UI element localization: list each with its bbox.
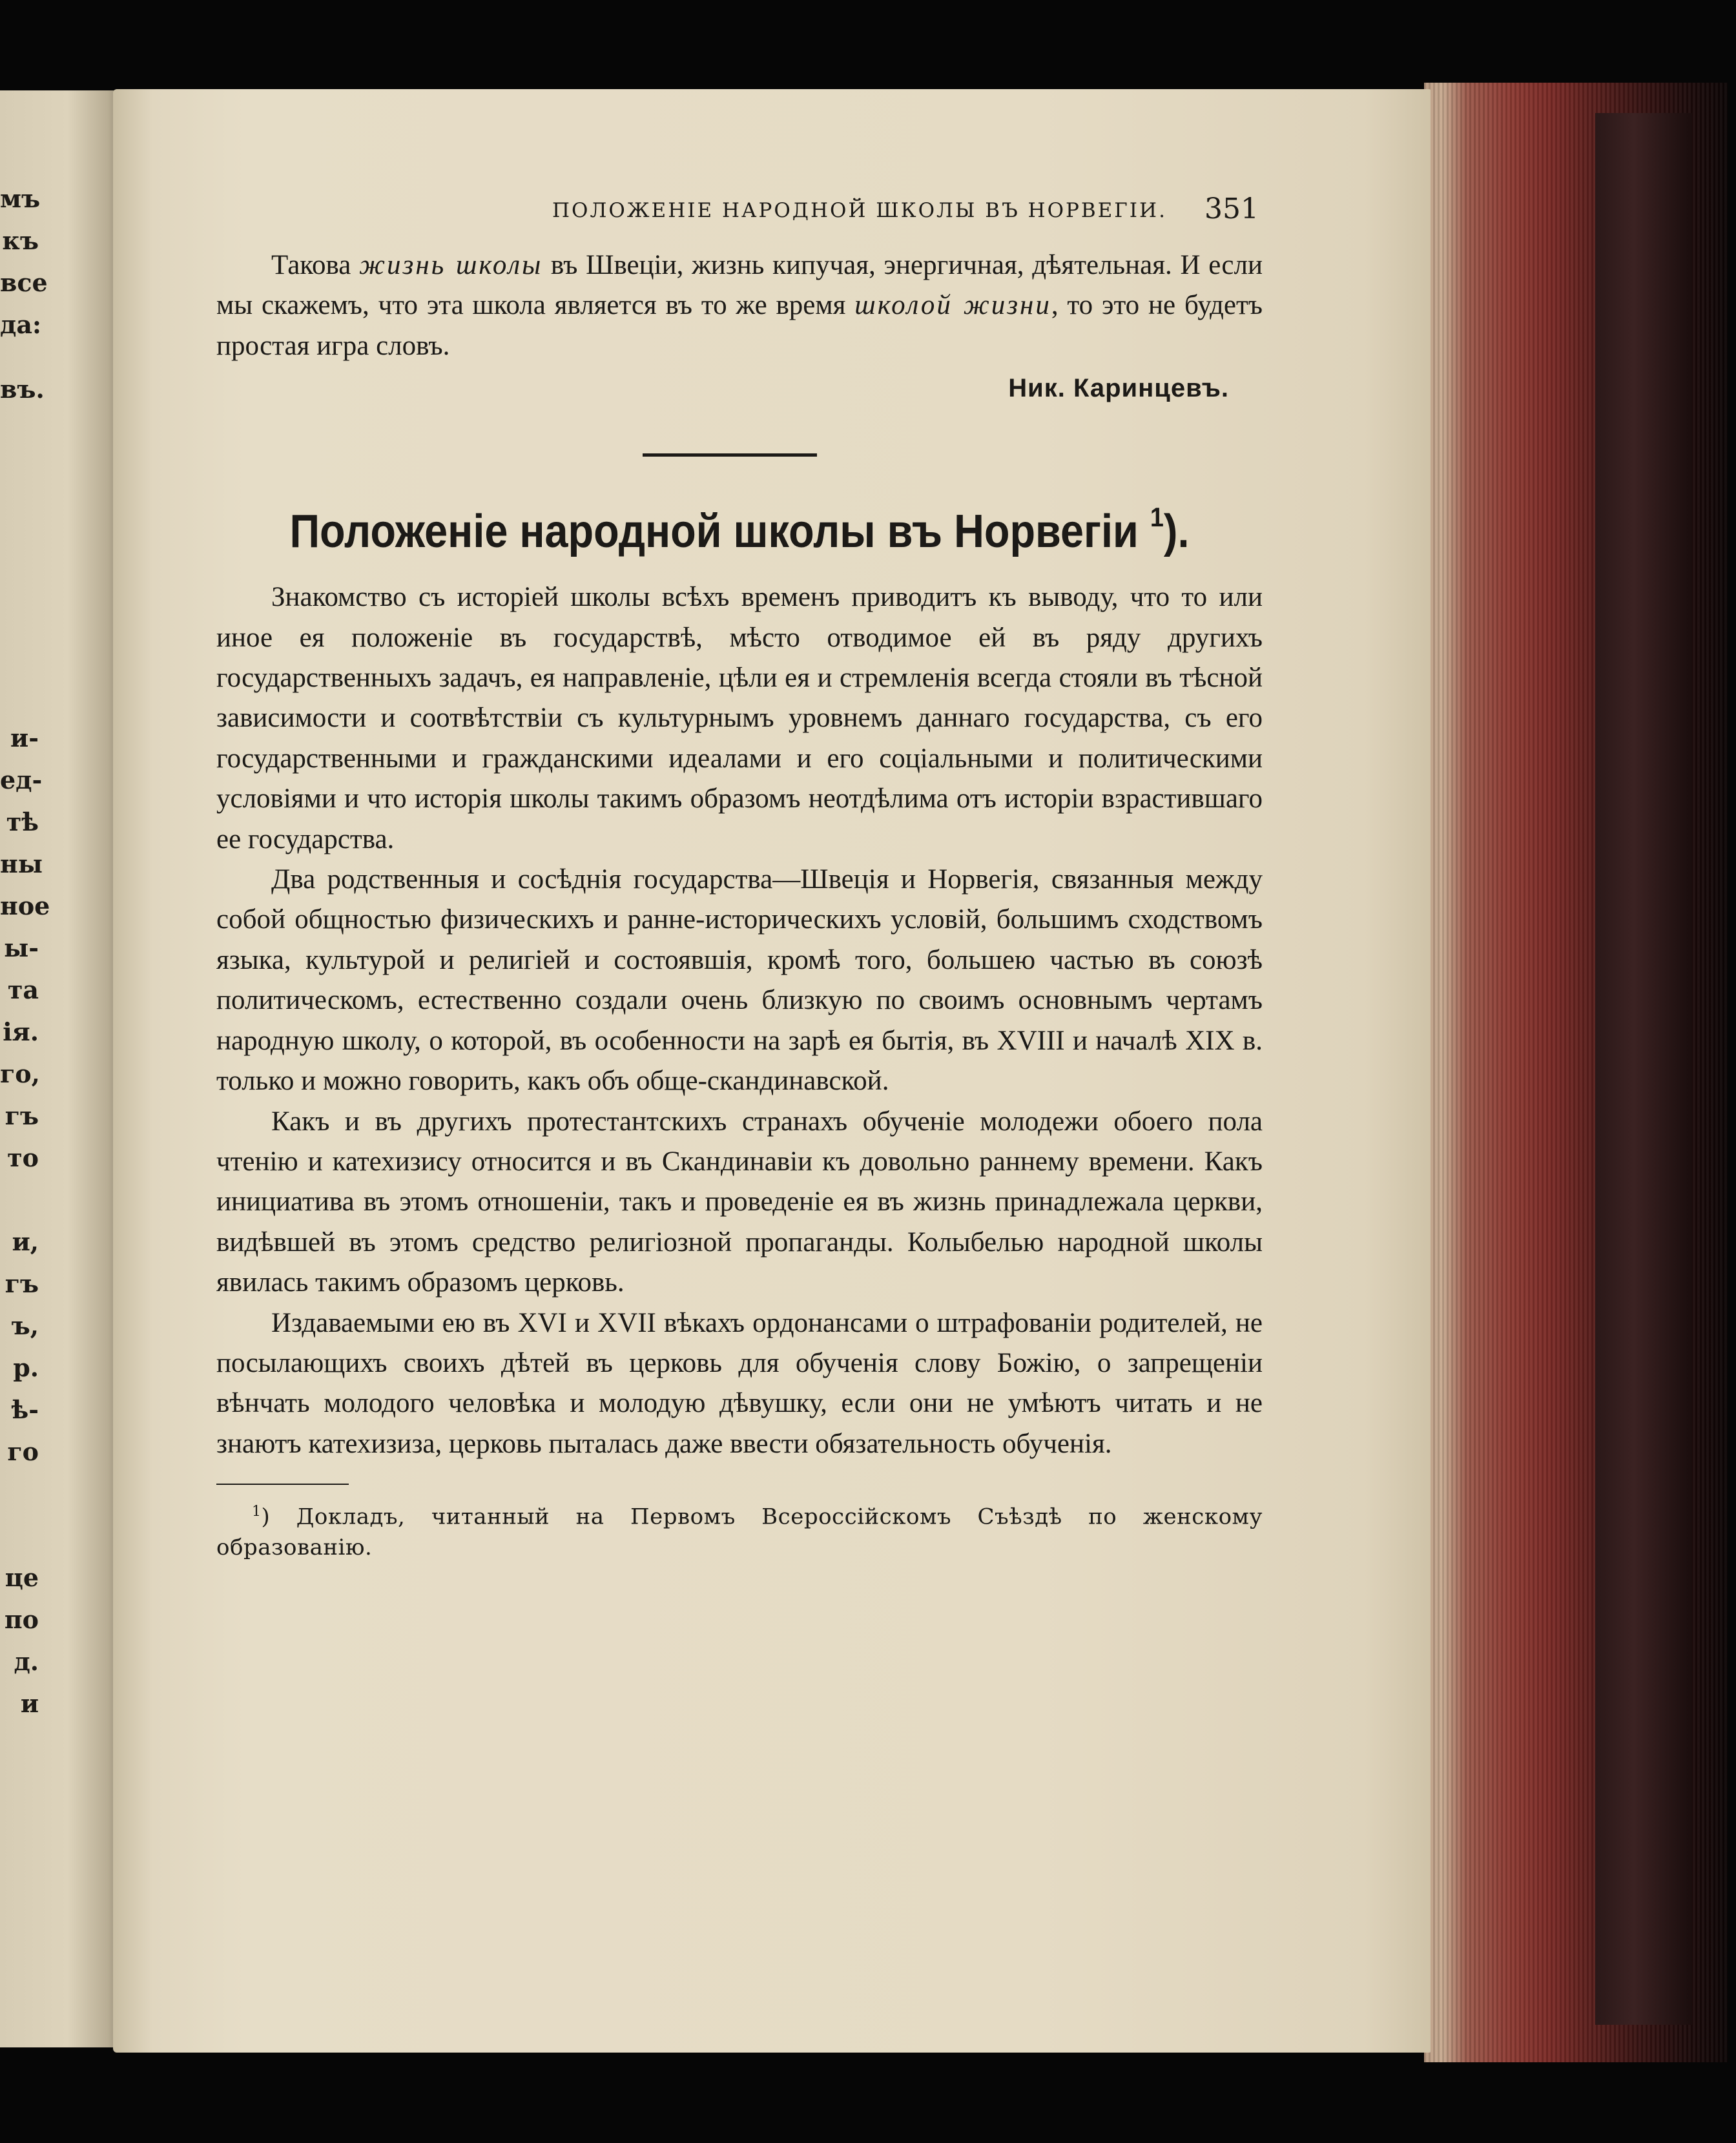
previous-page-fragment: мъ	[0, 184, 41, 213]
text-run: въ Швеціи, жизнь кипучая, энергичная, дѣятельная. И если мы скажемъ, что эта школа является въ то же время	[216, 250, 1263, 321]
previous-page-fragment: д.	[14, 1647, 39, 1676]
article-paragraph: Издаваемыми ею въ XVI и XVII вѣкахъ ордонансами о штрафованіи родителей, не посылающихъ своихъ дѣтей въ церковь для обученія слову Божію, о запрещеніи вѣнчать молодого человѣка и молодую дѣвушку, если они не умѣютъ читать и не знаютъ катехизиза, церковь пыталась даже ввести обязательность обученія.	[216, 1307, 1263, 1459]
previous-page-text-fragments	[0, 90, 50, 2047]
running-header-title: ПОЛОЖЕНІЕ НАРОДНОЙ ШКОЛЫ ВЪ НОРВЕГІИ.	[552, 199, 1167, 222]
previous-page-fragment: то	[7, 1143, 39, 1172]
footnote-text: ) Докладъ, читанный на Первомъ Всероссійскомъ Съѣздѣ по женскому образованію.	[216, 1504, 1263, 1561]
footnote-mark: 1	[252, 1504, 262, 1520]
previous-page-fragment: це	[5, 1563, 39, 1592]
previous-article-closing-paragraph	[216, 245, 1263, 366]
previous-page-fragment: и-	[10, 723, 39, 752]
footnote-divider	[216, 1484, 349, 1485]
previous-page-fragment: тѣ	[6, 807, 39, 836]
previous-page-fragment: да:	[0, 310, 41, 339]
article-title-end: ).	[1163, 506, 1190, 558]
emphasis-text: школой жизни	[854, 290, 1051, 321]
article-paragraph: Два родственныя и сосѣднія государства—Швеція и Норвегія, связанныя между собой общностью физическихъ и ранне-историческихъ условій, большимъ сходствомъ языка, культурой и религіей и состоявшія, кромѣ того, большею частью въ союзѣ политическомъ, естественно создали очень близкую по своимъ основнымъ чертамъ народную школу, о которой, въ особенности на зарѣ ея бытія, въ XVIII и началѣ XIX в. только и можно говорить, какъ объ обще-скандинавской.	[216, 864, 1263, 1097]
article-paragraph: Знакомство съ исторіей школы всѣхъ временъ приводитъ къ выводу, что то или иное ея положеніе въ государствѣ, мѣсто отводимое ей въ ряду другихъ государственныхъ задачъ, ея направленіе, цѣли ея и стремленія всегда стояли въ тѣсной зависимости и соотвѣтствіи съ культурнымъ уровнемъ даннаго государства, съ его государственными и гражданскими идеалами и его соціальными и политическими условіями и что исторія школы такимъ образомъ неотдѣлима отъ исторіи взрастившаго ее государства.	[216, 582, 1263, 854]
previous-page-fragment: р.	[13, 1353, 39, 1382]
article-paragraph: Какъ и въ другихъ протестантскихъ странахъ обученіе молодежи обоего пола чтенію и катехизису относится и въ Скандинавіи къ довольно раннему времени. Какъ инициатива въ этомъ отношеніи, такъ и проведеніе ея въ жизнь принадлежала церкви, видѣвшей въ этомъ средство религіозной пропаганды. Колыбелью народной школы явилась такимъ образомъ церковь.	[216, 1106, 1263, 1298]
previous-page-fragment: го	[7, 1437, 39, 1466]
article-title	[269, 502, 1210, 558]
previous-page-fragment: гъ	[5, 1269, 39, 1298]
previous-page-fragment: и,	[12, 1227, 39, 1256]
previous-page-fragment: къ	[2, 226, 39, 255]
article-title-text: Положеніе народной школы въ Норвегіи	[289, 506, 1139, 558]
book-page	[113, 89, 1431, 2053]
previous-page-fragment: гъ	[5, 1101, 39, 1130]
previous-page-fragment: въ.	[0, 375, 45, 404]
page-number: 351	[1204, 192, 1259, 225]
previous-page-fragment: все	[0, 268, 48, 297]
author-signature: Ник. Каринцевъ.	[1008, 374, 1229, 403]
page-content	[216, 192, 1263, 1563]
previous-page-fragment: та	[7, 975, 39, 1004]
previous-page-fragment: ія.	[3, 1017, 39, 1046]
previous-page-fragment: ны	[0, 849, 43, 878]
previous-page-fragment: ъ,	[11, 1311, 39, 1340]
footnote	[216, 1496, 1263, 1563]
footnote-mark: 1	[1150, 502, 1164, 533]
previous-page-fragment: ное	[0, 891, 50, 920]
text-run: Такова	[271, 250, 360, 280]
running-header	[216, 192, 1263, 231]
previous-page-fragment: ѣ-	[11, 1395, 39, 1424]
section-divider	[643, 453, 817, 457]
previous-page-fragment: го,	[0, 1059, 40, 1088]
previous-page-fragment: по	[4, 1605, 39, 1634]
previous-page-fragment: ы-	[4, 933, 39, 962]
emphasis-text: жизнь школы	[359, 250, 543, 280]
previous-page	[0, 90, 123, 2047]
text-run: , то это не будетъ простая игра словъ.	[216, 290, 1263, 361]
book-cover	[1595, 113, 1692, 2025]
previous-page-fragment: ед-	[0, 765, 43, 794]
previous-page-fragment: и	[20, 1689, 39, 1718]
